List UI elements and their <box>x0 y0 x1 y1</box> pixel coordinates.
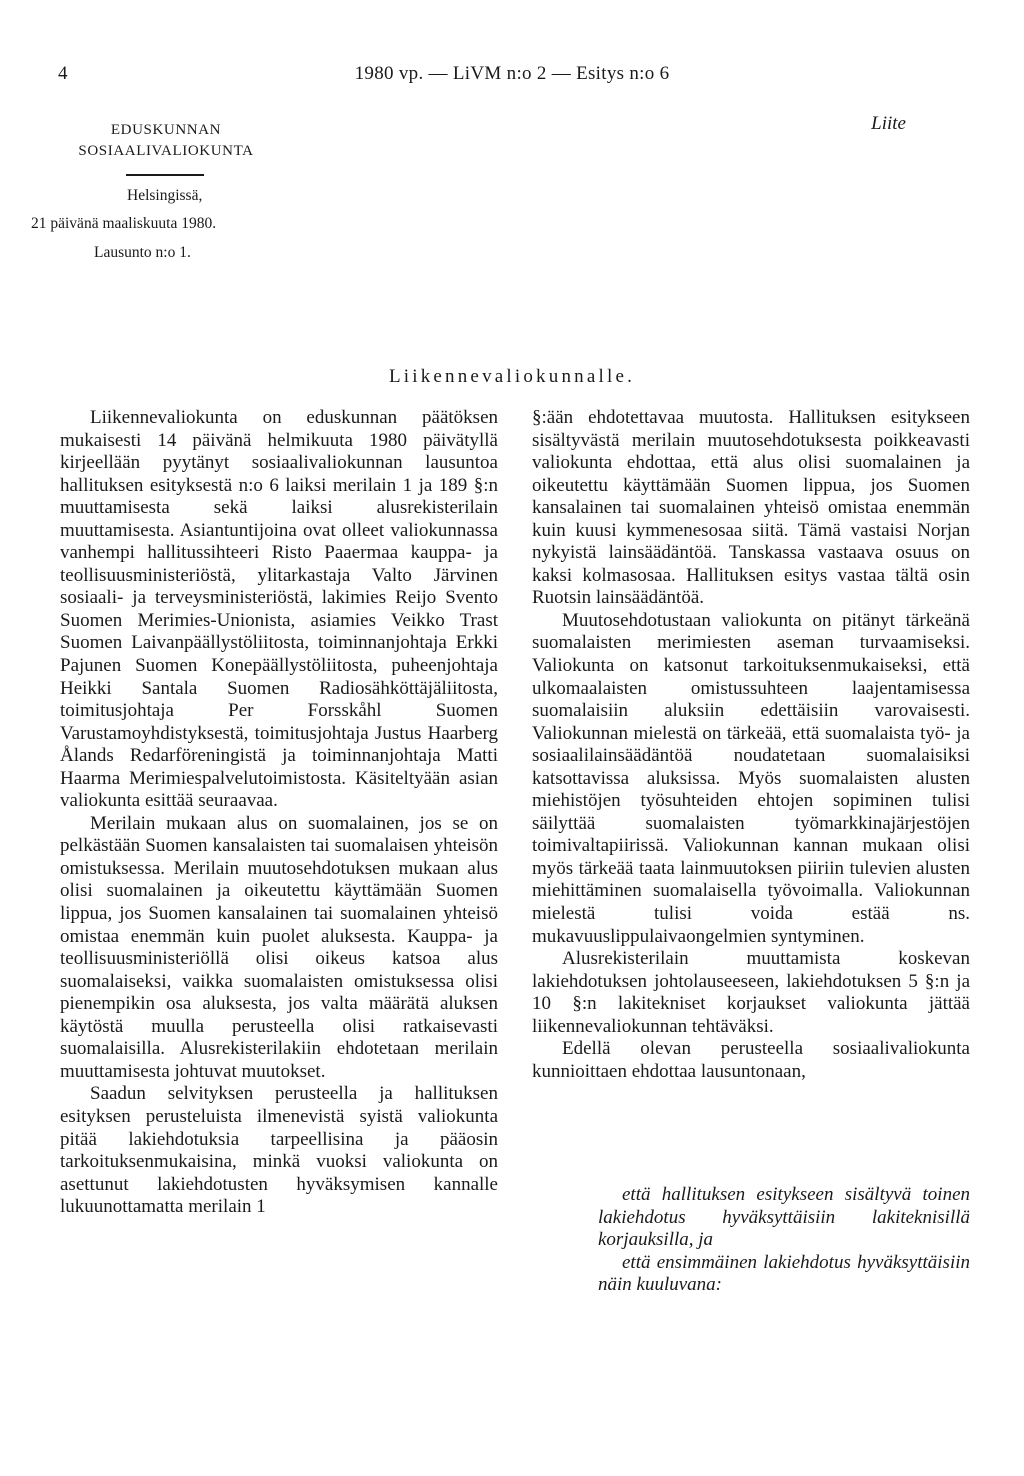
statement-number: Lausunto n:o 1. <box>94 244 191 261</box>
running-head: 1980 vp. — LiVM n:o 2 — Esitys n:o 6 <box>354 63 670 84</box>
proposal-clause: että ensimmäinen lakiehdotus hyväksyttäisiin näin kuuluvana: <box>598 1251 970 1295</box>
addressee-heading: Liikennevaliokunnalle. <box>388 366 636 387</box>
appendix-label: Liite <box>871 113 906 134</box>
paragraph: Alusrekisterilain muuttamista koskevan lakiehdotuksen johtolauseeseen, lakiehdotuksen 5 §:n ja 10 §:n lakitekniset korjaukset valiokunta jättää liikennevaliokunnan tehtäväksi. <box>532 948 970 1037</box>
paragraph: Edellä olevan perusteella sosiaalivaliokunta kunnioittaen ehdottaa lausuntonaan, <box>532 1038 970 1082</box>
sender-organization <box>0 120 332 162</box>
org-line-1: EDUSKUNNAN <box>110 122 222 138</box>
right-column <box>532 407 970 1083</box>
proposal-block <box>598 1184 970 1297</box>
paragraph: Saadun selvityksen perusteella ja hallituksen esityksen perusteluista ilmenevistä syistä valiokunta pitää lakiehdotuksia tarpeellisina ja pääosin tarkoituksenmukaisina, minkä vuoksi valiokunta on asettunut lakiehdotusten hyväksymisen kannalle lukuunottamatta merilain 1 <box>60 1083 498 1218</box>
paragraph: Liikennevaliokunta on eduskunnan päätöksen mukaisesti 14 päivänä helmikuuta 1980 päivätyllä kirjeellään pyytänyt sosiaalivaliokunnan lausuntoa hallituksen esityksestä n:o 6 laiksi merilain 1 ja 189 §:n muuttamisesta sekä laiksi alusrekisterilain muuttamisesta. Asiantuntijoina ovat olleet valiokunnassa vanhempi hallitussihteeri Risto Paaermaa kauppa- ja teollisuusministeriöstä, ylitarkastaja Valto Järvinen sosiaali- ja terveysministeriöstä, lakimies Reijo Svento Suomen Merimies-Unionista, asiamies Veikko Trast Suomen Laivanpäällystöliitosta, toiminnanjohtaja Erkki Pajunen Suomen Konepäällystöliitosta, puheenjohtaja Heikki Santala Suomen Radiosähköttäjäliitosta, toimitusjohtaja Per Forsskåhl Suomen Varustamoyhdistyksestä, toimitusjohtaja Justus Haarberg Ålands Redarföreningistä ja toiminnanjohtaja Matti Haarma Merimiespalvelutoimistosta. Käsiteltyään asian valiokunta esittää seuraavaa. <box>60 407 498 812</box>
paragraph: Muutosehdotustaan valiokunta on pitänyt tärkeänä suomalaisten merimiesten aseman turvaamiseksi. Valiokunta on katsonut tarkoituksenmukaiseksi, että ulkomaalaisten omistussuhteen laajentamisessa suomalaisiin aluksiin edettäisiin varovaisesti. Valiokunnan mielestä on tärkeää, että suomalaista työ- ja sosiaalilainsäädäntöä noudatetaan suomalaisiksi katsottavissa aluksissa. Myös suomalaisten alusten miehistöjen työsuhteiden ehtojen sopiminen tulisi säilyttää suomalaisten työmarkkinajärjestöjen toimivaltapiirissä. Valiokunnan kannan mukaan olisi myös tärkeää taata lainmuutoksen piiriin tulevien alusten miehittäminen suomalaisella työvoimalla. Valiokunnan mielestä tulisi voida estää ns. mukavuuslippulaivaongelmien syntyminen. <box>532 609 970 947</box>
date: 21 päivänä maaliskuuta 1980. <box>31 215 217 232</box>
page-number: 4 <box>58 63 68 84</box>
org-line-2: SOSIAALIVALIOKUNTA <box>78 143 254 159</box>
paragraph: Merilain mukaan alus on suomalainen, jos se on pelkästään Suomen kansalaisten tai suomalaisen yhteisön omistuksessa. Merilain muutosehdotuksen mukaan alus olisi suomalainen ja oikeutettu käyttämään Suomen lippua, jos Suomen kansalainen tai suomalainen yhteisö omistaa enemmän kuin puolet aluksesta. Kauppa- ja teollisuusministeriöllä olisi oikeus katsoa alus suomalaiseksi, vaikka suomalaisten omistuksessa olisi pienempikin osa aluksesta, jos valta määrätä aluksen käytöstä muulla perusteella olisi ratkaisevasti suomalaisilla. Alusrekisterilakiin ehdotetaan merilain muuttamisesta johtuvat muutokset. <box>60 812 498 1082</box>
place: Helsingissä, <box>127 187 203 204</box>
left-column <box>60 407 498 1219</box>
proposal-clause: että hallituksen esitykseen sisältyvä toinen lakiehdotus hyväksyttäisiin lakiteknisillä korjauksilla, ja <box>598 1184 970 1250</box>
paragraph: §:ään ehdotettavaa muutosta. Hallituksen esitykseen sisältyvästä merilain muutosehdotuksesta poikkeavasti valiokunta ehdottaa, että alus olisi suomalainen ja oikeutettu käyttämään Suomen lippua, jos Suomen kansalainen tai suomalainen yhteisö omistaa enemmän kuin kuusi kymmenesosaa siitä. Tämä vastaisi Norjan nykyistä lainsäädäntöä. Tanskassa vastaava osuus on kaksi kolmasosaa. Hallituksen esitys vastaa tältä osin Ruotsin lainsäädäntöä. <box>532 407 970 609</box>
org-divider <box>126 174 204 176</box>
